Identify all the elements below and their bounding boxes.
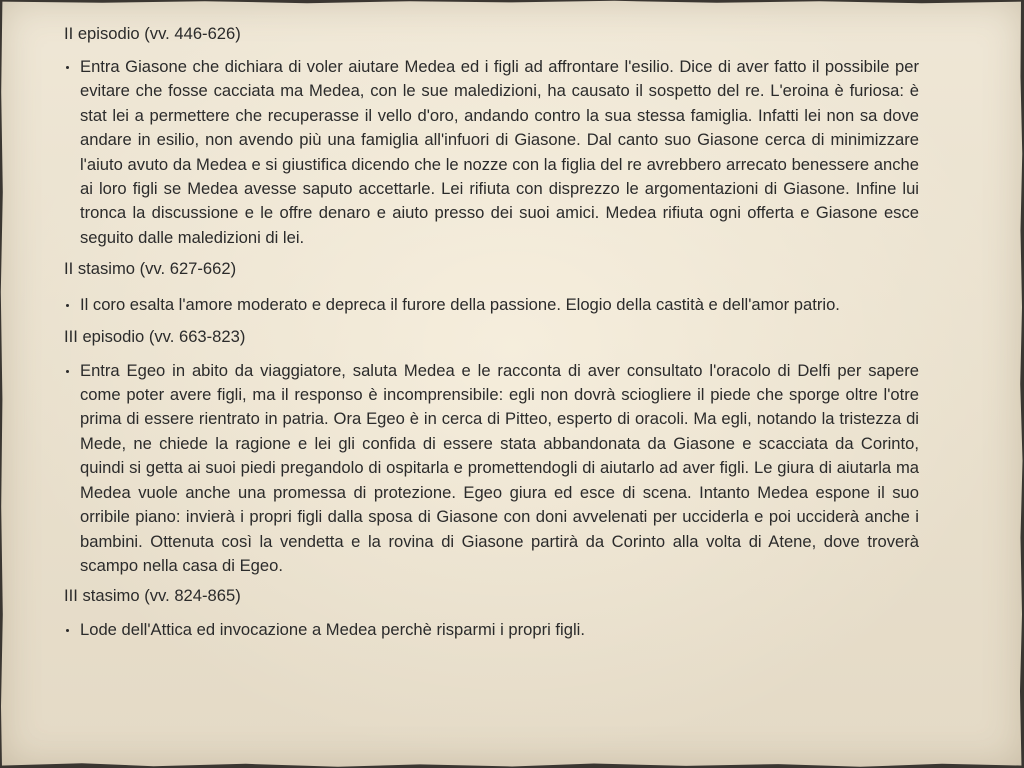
deckled-edge-left [0,0,4,768]
bullet-text: Lode dell'Attica ed invocazione a Medea perchè risparmi i propri figli. [80,620,585,640]
bullet-item [64,293,919,317]
bullet-dot-icon [66,304,69,307]
slide-body [64,22,919,643]
bullet-text: Il coro esalta l'amore moderato e depreca il furore della passione. Elogio della castità e dell'amor patrio. [80,295,840,315]
section-stasimo-2 [64,257,919,317]
section-stasimo-3 [64,584,919,642]
bullet-text: Entra Egeo in abito da viaggiatore, saluta Medea e le racconta di aver consultato l'oracolo di Delfi per sapere come poter avere figli, ma il responso è incomprensibile: egli non dovrà sciogliere il piede che sporge oltre l'otre prima di essere rientrato in patria. Ora Egeo è in cerca di Pitteo, esperto di oracoli. Ma egli, notando la tristezza di Mede, ne chiede la ragione e lei gli confida di essere stata abbandonata da Giasone e scacciata da Corinto, quindi si getta ai suoi piedi pregandolo di ospitarla e promettendogli di aiutarlo ad aver figli. Le giura di aiutarla ma Medea vuole anche una promessa di protezione. Egeo giura ed esce di scena. Intanto Medea espone il suo orribile piano: invierà i propri figli dalla sposa di Giasone con doni avvelenati per ucciderla e poi ucciderà anche i bambini. Ottenuta così la vendetta e la rovina di Giasone partirà da Corinto alla volta di Atene, dove troverà scampo nella casa di Egeo. [80,360,919,575]
bullet-dot-icon [66,66,69,69]
bullet-item [64,618,919,642]
section-episodio-3 [64,325,919,579]
deckled-edge-right [1019,0,1024,768]
section-episodio-2 [64,22,919,250]
section-heading: II stasimo (vv. 627-662) [64,259,237,279]
bullet-dot-icon [66,629,69,632]
section-heading: III stasimo (vv. 824-865) [64,586,241,606]
deckled-edge-top [0,0,1024,4]
bullet-text: Entra Giasone che dichiara di voler aiutare Medea ed i figli ad affrontare l'esilio. Dice di aver fatto il possibile per evitare che fosse cacciata ma Medea, con le sue maledizioni, ha causato il sospetto del re. L'eroina è furiosa: è stat lei a permettere che recuperasse il vello d'oro, andando contro la sua stessa famiglia. Infatti lei non sa dove andare in esilio, non avendo più una famiglia all'infuori di Giasone. Dal canto suo Giasone cerca di minimizzare l'aiuto avuto da Medea e si giustifica dicendo che le nozze con la figlia del re avrebbero arrecato benessere anche ai loro figli se Medea avesse saputo accettarle. Lei rifiuta con disprezzo le argomentazioni di Giasone. Infine lui tronca la discussione e le offre denaro e aiuto presso dei suoi amici. Medea rifiuta ogni offerta e Giasone esce seguito dalle maledizioni di lei. [80,57,919,247]
bullet-item [64,359,919,579]
section-heading: III episodio (vv. 663-823) [64,326,246,346]
bullet-dot-icon [66,370,69,373]
deckled-edge-bottom [0,762,1024,768]
bullet-item [64,55,919,250]
section-heading: II episodio (vv. 446-626) [64,24,241,43]
